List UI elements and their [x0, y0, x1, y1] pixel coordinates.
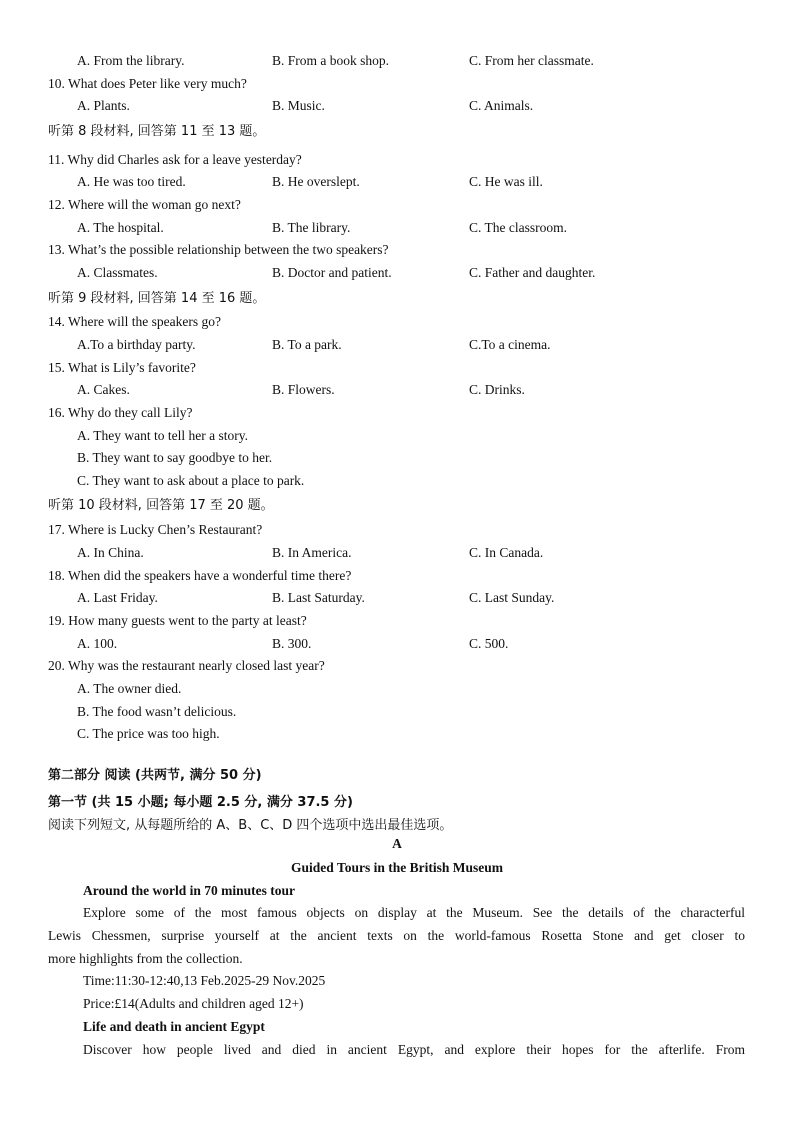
q17-option-b: B. In America.: [272, 545, 352, 560]
q11-option-b: B. He overslept.: [272, 174, 360, 189]
passage-letter: A: [392, 836, 402, 851]
part-two-title: 第二部分 阅读 (共两节, 满分 50 分): [48, 768, 262, 783]
q14-option-a: A.To a birthday party.: [77, 337, 196, 352]
tour2-heading: Life and death in ancient Egypt: [83, 1019, 265, 1034]
q19-stem: 19. How many guests went to the party at least?: [48, 613, 307, 628]
tour1-paragraph-line-3: more highlights from the collection.: [48, 951, 243, 966]
q14-option-c: C.To a cinema.: [469, 337, 551, 352]
q12-option-b: B. The library.: [272, 220, 351, 235]
q16-option-a: A. They want to tell her a story.: [77, 428, 248, 443]
q18-option-a: A. Last Friday.: [77, 590, 158, 605]
tour1-price: Price:£14(Adults and children aged 12+): [83, 996, 304, 1011]
q20-stem: 20. Why was the restaurant nearly closed last year?: [48, 658, 325, 673]
section-9-instruction: 听第 9 段材料, 回答第 14 至 16 题。: [48, 291, 266, 306]
q9-option-c: C. From her classmate.: [469, 53, 594, 68]
q11-option-c: C. He was ill.: [469, 174, 543, 189]
q9-option-b: B. From a book shop.: [272, 53, 390, 68]
q10-stem: 10. What does Peter like very much?: [48, 76, 247, 91]
q19-option-a: A. 100.: [77, 636, 118, 651]
q12-stem: 12. Where will the woman go next?: [48, 197, 241, 212]
q16-option-c: C. They want to ask about a place to park.: [77, 473, 305, 488]
q15-stem: 15. What is Lily’s favorite?: [48, 360, 196, 375]
q9-option-a: A. From the library.: [77, 53, 185, 68]
q18-option-b: B. Last Saturday.: [272, 590, 365, 605]
q14-option-b: B. To a park.: [272, 337, 342, 352]
q20-option-a: A. The owner died.: [77, 681, 182, 696]
tour2-paragraph-line-1: Discover how people lived and died in ancient Egypt, and explore their hopes for the afterlife. From: [83, 1042, 745, 1057]
q10-option-c: C. Animals.: [469, 98, 534, 113]
q17-option-c: C. In Canada.: [469, 545, 544, 560]
tour1-heading: Around the world in 70 minutes tour: [83, 883, 296, 898]
tour1-time: Time:11:30-12:40,13 Feb.2025-29 Nov.2025: [83, 973, 326, 988]
q13-option-a: A. Classmates.: [77, 265, 158, 280]
tour1-paragraph-line-1: Explore some of the most famous objects on display at the Museum. See the details of the characterful: [83, 905, 745, 920]
q10-option-a: A. Plants.: [77, 98, 130, 113]
q15-option-c: C. Drinks.: [469, 382, 525, 397]
q12-option-c: C. The classroom.: [469, 220, 567, 235]
passage-title: Guided Tours in the British Museum: [291, 860, 503, 875]
q11-option-a: A. He was too tired.: [77, 174, 186, 189]
part-two-section-one: 第一节 (共 15 小题; 每小题 2.5 分, 满分 37.5 分): [48, 795, 353, 810]
tour1-paragraph-line-2: Lewis Chessmen, surprise yourself at the ancient texts on the world-famous Rosetta Stone and get closer to: [48, 928, 745, 943]
q12-option-a: A. The hospital.: [77, 220, 164, 235]
section-10-instruction: 听第 10 段材料, 回答第 17 至 20 题。: [48, 498, 274, 513]
q20-option-c: C. The price was too high.: [77, 726, 220, 741]
q20-option-b: B. The food wasn’t delicious.: [77, 704, 237, 719]
q15-option-a: A. Cakes.: [77, 382, 130, 397]
q14-stem: 14. Where will the speakers go?: [48, 314, 221, 329]
q17-option-a: A. In China.: [77, 545, 144, 560]
q18-option-c: C. Last Sunday.: [469, 590, 555, 605]
q19-option-b: B. 300.: [272, 636, 312, 651]
q16-stem: 16. Why do they call Lily?: [48, 405, 193, 420]
q11-stem: 11. Why did Charles ask for a leave yesterday?: [48, 152, 302, 167]
q16-option-b: B. They want to say goodbye to her.: [77, 450, 273, 465]
q10-option-b: B. Music.: [272, 98, 325, 113]
section-8-instruction: 听第 8 段材料, 回答第 11 至 13 题。: [48, 124, 266, 139]
q13-option-c: C. Father and daughter.: [469, 265, 596, 280]
q18-stem: 18. When did the speakers have a wonderful time there?: [48, 568, 352, 583]
q17-stem: 17. Where is Lucky Chen’s Restaurant?: [48, 522, 263, 537]
q15-option-b: B. Flowers.: [272, 382, 335, 397]
part-two-instructions: 阅读下列短文, 从每题所给的 A、B、C、D 四个选项中选出最佳选项。: [48, 818, 453, 833]
q13-option-b: B. Doctor and patient.: [272, 265, 392, 280]
q19-option-c: C. 500.: [469, 636, 509, 651]
q13-stem: 13. What’s the possible relationship between the two speakers?: [48, 242, 389, 257]
